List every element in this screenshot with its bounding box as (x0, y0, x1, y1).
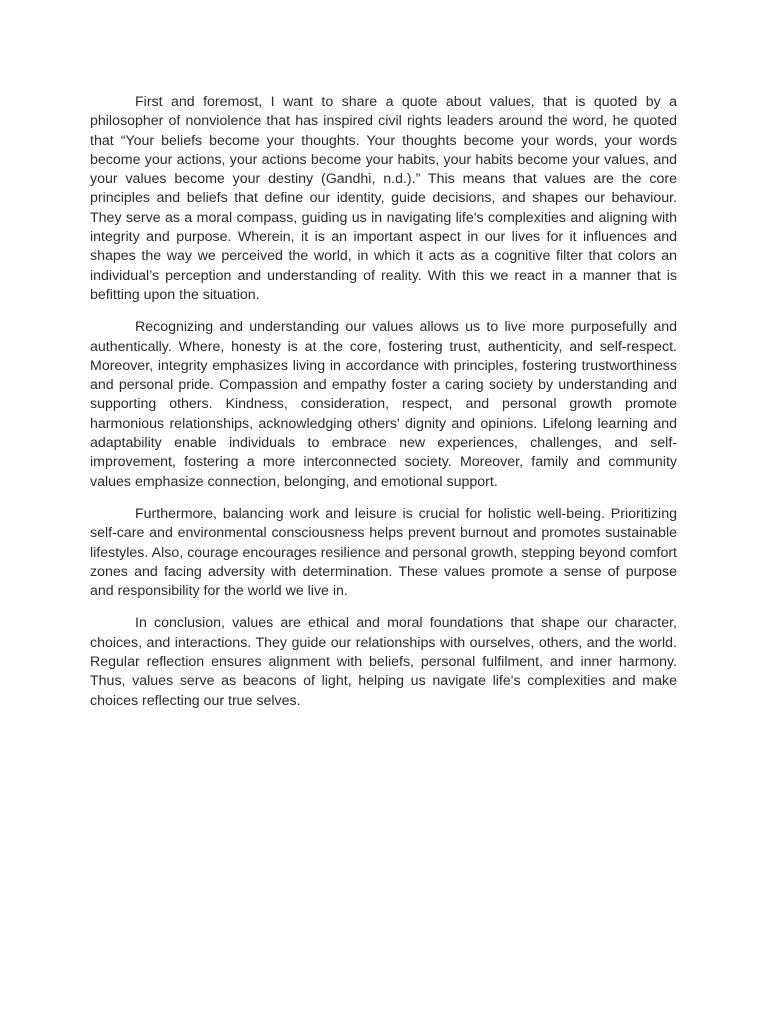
paragraph-balancing-work: Furthermore, balancing work and leisure is crucial for holistic well-being. Prioritizing self-care and environmental consciousness helps prevent burnout and promotes sustainable lifestyles. Also, courage encourages resilience and personal growth, stepping beyond comfort zones and facing adversity with determination. These values promote a sense of purpose and responsibility for the world we live in. (90, 505, 677, 600)
document-body (90, 93, 677, 724)
paragraph-conclusion: In conclusion, values are ethical and moral foundations that shape our character, choices, and interactions. They guide our relationships with ourselves, others, and the world. Regular reflection ensures alignment with beliefs, personal fulfilment, and inner harmony. Thus, values serve as beacons of light, helping us navigate life's complexities and make choices reflecting our true selves. (90, 615, 677, 709)
paragraph-recognizing-values: Recognizing and understanding our values allows us to live more purposefully and authentically. Where, honesty is at the core, fostering trust, authenticity, and self-respect. Moreover, integrity emphasizes living in accordance with principles, fostering trustworthiness and personal pride. Compassion and empathy foster a caring society by understanding and supporting others. Kindness, consideration, respect, and personal growth promote harmonious relationships, acknowledging others' dignity and opinions. Lifelong learning and adaptability enable individuals to embrace new experiences, challenges, and self-improvement, fostering a more interconnected society. Moreover, family and community values emphasize connection, belonging, and emotional support. (90, 319, 677, 490)
paragraph-intro: First and foremost, I want to share a quote about values, that is quoted by a philosopher of nonviolence that has inspired civil rights leaders around the word, he quoted that “Your beliefs become your thoughts. Your thoughts become your words, your words become your actions, your actions become your habits, your habits become your values, and your values become your destiny (Gandhi, n.d.).” This means that values are the core principles and beliefs that define our identity, guide decisions, and shapes our behaviour. They serve as a moral compass, guiding us in navigating life's complexities and aligning with integrity and purpose. Wherein, it is an important aspect in our lives for it influences and shapes the way we perceived the world, in which it acts as a cognitive filter that colors an individual’s perception and understanding of reality. With this we react in a manner that is befitting upon the situation. (90, 94, 677, 303)
